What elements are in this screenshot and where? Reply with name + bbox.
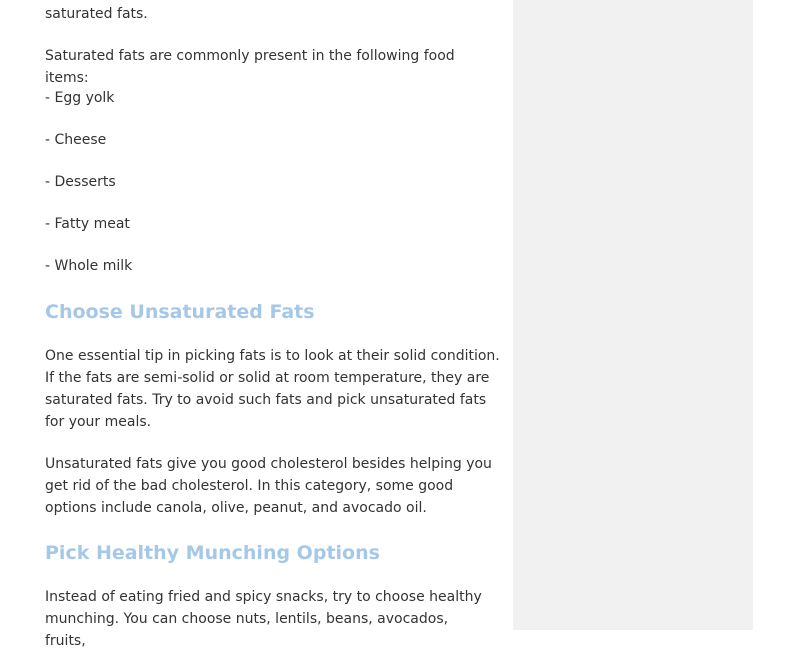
food-list-item-egg-yolk: - Egg yolk (45, 90, 115, 106)
food-list-item-desserts: - Desserts (45, 174, 116, 190)
paragraph-solid-condition-tip: One essential tip in picking fats is to look at their solid condition. If the fats are semi-solid or solid at room temperature, they are saturated fats. Try to avoid such fats and pick unsaturated fats for your meals. (45, 348, 500, 430)
food-list-item-whole-milk: - Whole milk (45, 258, 133, 274)
paragraph-unsaturated-benefits: Unsaturated fats give you good cholesterol besides helping you get rid of the bad cholesterol. In this category, some good options include canola, olive, peanut, and avocado oil. (45, 456, 492, 516)
paragraph-healthy-munching: Instead of eating fried and spicy snacks, try to choose healthy munching. You can choose nuts, lentils, beans, avocados, fruits, (45, 589, 482, 649)
section-heading-healthy-munching: Pick Healthy Munching Options (45, 542, 380, 564)
food-list-item-cheese: - Cheese (45, 132, 107, 148)
food-list-item-fatty-meat: - Fatty meat (45, 216, 130, 232)
partial-top-line: saturated fats. (45, 6, 148, 22)
section-heading-unsaturated-fats: Choose Unsaturated Fats (45, 301, 315, 323)
intro-line: Saturated fats are commonly present in the following food items: (45, 48, 455, 86)
sidebar (513, 0, 753, 630)
